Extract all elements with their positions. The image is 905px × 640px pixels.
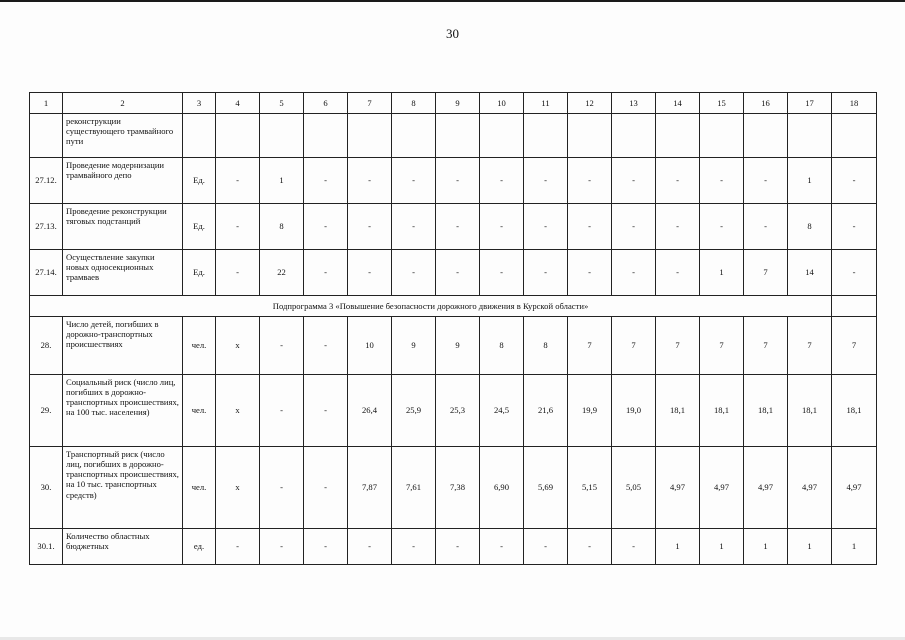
value-cell: 7 bbox=[744, 317, 788, 375]
value-cell: 22 bbox=[260, 250, 304, 296]
column-number-row bbox=[30, 93, 877, 114]
value-cell: - bbox=[260, 317, 304, 375]
value-cell: 4,97 bbox=[832, 447, 877, 529]
indicator-name: Количество областных бюджетных bbox=[63, 529, 183, 565]
value-cell: 19,0 bbox=[612, 375, 656, 447]
unit-cell: чел. bbox=[183, 375, 216, 447]
table-row bbox=[30, 250, 877, 296]
value-cell: - bbox=[216, 204, 260, 250]
value-cell: - bbox=[436, 204, 480, 250]
value-cell: 1 bbox=[788, 529, 832, 565]
value-cell: 18,1 bbox=[744, 375, 788, 447]
value-cell: 19,9 bbox=[568, 375, 612, 447]
value-cell: - bbox=[304, 158, 348, 204]
value-cell: - bbox=[480, 529, 524, 565]
value-cell: 4,97 bbox=[656, 447, 700, 529]
page-number: 30 bbox=[446, 26, 459, 41]
table-row bbox=[30, 317, 877, 375]
column-number: 8 bbox=[392, 93, 436, 114]
value-cell: 18,1 bbox=[656, 375, 700, 447]
value-cell: - bbox=[832, 250, 877, 296]
value-cell: 7 bbox=[744, 250, 788, 296]
unit-cell: Ед. bbox=[183, 204, 216, 250]
unit-cell: ед. bbox=[183, 529, 216, 565]
value-cell: 7 bbox=[612, 317, 656, 375]
value-cell: - bbox=[348, 529, 392, 565]
value-cell bbox=[656, 114, 700, 158]
indicator-name: Проведение реконструкции тяговых подстанций bbox=[63, 204, 183, 250]
indicator-name: Число детей, погибших в дорожно-транспортных происшествиях bbox=[63, 317, 183, 375]
value-cell: - bbox=[304, 250, 348, 296]
value-cell: - bbox=[612, 250, 656, 296]
unit-cell: чел. bbox=[183, 317, 216, 375]
value-cell: 18,1 bbox=[700, 375, 744, 447]
value-cell: 9 bbox=[392, 317, 436, 375]
value-cell: - bbox=[260, 529, 304, 565]
value-cell: - bbox=[260, 447, 304, 529]
value-cell bbox=[436, 114, 480, 158]
value-cell: х bbox=[216, 317, 260, 375]
value-cell bbox=[568, 114, 612, 158]
value-cell: 7,61 bbox=[392, 447, 436, 529]
column-number: 3 bbox=[183, 93, 216, 114]
value-cell: - bbox=[568, 250, 612, 296]
value-cell: 4,97 bbox=[744, 447, 788, 529]
value-cell bbox=[744, 114, 788, 158]
value-cell: - bbox=[260, 375, 304, 447]
row-number: 28. bbox=[30, 317, 63, 375]
indicator-name: Транспортный риск (число лиц, погибших в дорожно-транспортных происшествиях, на 10 тыс. транспортных средств) bbox=[63, 447, 183, 529]
value-cell: 25,9 bbox=[392, 375, 436, 447]
value-cell bbox=[524, 114, 568, 158]
value-cell: 1 bbox=[744, 529, 788, 565]
row-number: 27.14. bbox=[30, 250, 63, 296]
column-number: 5 bbox=[260, 93, 304, 114]
column-number: 15 bbox=[700, 93, 744, 114]
value-cell: - bbox=[348, 204, 392, 250]
value-cell bbox=[260, 114, 304, 158]
column-number: 12 bbox=[568, 93, 612, 114]
row-number bbox=[30, 114, 63, 158]
column-number: 6 bbox=[304, 93, 348, 114]
value-cell: - bbox=[524, 158, 568, 204]
value-cell: 1 bbox=[700, 250, 744, 296]
value-cell: - bbox=[832, 204, 877, 250]
column-number: 1 bbox=[30, 93, 63, 114]
value-cell bbox=[832, 114, 877, 158]
value-cell: - bbox=[524, 529, 568, 565]
value-cell: 4,97 bbox=[788, 447, 832, 529]
indicators-table bbox=[29, 92, 877, 565]
value-cell: 4,97 bbox=[700, 447, 744, 529]
value-cell: - bbox=[612, 529, 656, 565]
column-number: 4 bbox=[216, 93, 260, 114]
table-row bbox=[30, 158, 877, 204]
row-number: 27.12. bbox=[30, 158, 63, 204]
value-cell: 1 bbox=[832, 529, 877, 565]
column-number: 2 bbox=[63, 93, 183, 114]
value-cell: - bbox=[436, 158, 480, 204]
value-cell: 5,05 bbox=[612, 447, 656, 529]
value-cell: - bbox=[304, 317, 348, 375]
value-cell: 10 bbox=[348, 317, 392, 375]
value-cell: - bbox=[392, 250, 436, 296]
value-cell: 5,69 bbox=[524, 447, 568, 529]
indicator-name: реконструкции существующего трамвайного пути bbox=[63, 114, 183, 158]
indicator-name: Проведение модернизации трамвайного депо bbox=[63, 158, 183, 204]
value-cell: 7 bbox=[656, 317, 700, 375]
column-number: 11 bbox=[524, 93, 568, 114]
value-cell: 7 bbox=[832, 317, 877, 375]
value-cell: 8 bbox=[260, 204, 304, 250]
column-number: 18 bbox=[832, 93, 877, 114]
value-cell: 1 bbox=[260, 158, 304, 204]
unit-cell bbox=[183, 114, 216, 158]
unit-cell: Ед. bbox=[183, 158, 216, 204]
column-number: 10 bbox=[480, 93, 524, 114]
value-cell: 24,5 bbox=[480, 375, 524, 447]
value-cell: 1 bbox=[788, 158, 832, 204]
value-cell: - bbox=[744, 204, 788, 250]
value-cell: 6,90 bbox=[480, 447, 524, 529]
value-cell: - bbox=[568, 158, 612, 204]
value-cell: - bbox=[304, 529, 348, 565]
value-cell: 25,3 bbox=[436, 375, 480, 447]
value-cell bbox=[788, 114, 832, 158]
table-row bbox=[30, 529, 877, 565]
table-row bbox=[30, 114, 877, 158]
value-cell: - bbox=[304, 204, 348, 250]
column-number: 17 bbox=[788, 93, 832, 114]
value-cell: - bbox=[304, 375, 348, 447]
value-cell: 7 bbox=[700, 317, 744, 375]
value-cell: 21,6 bbox=[524, 375, 568, 447]
value-cell: х bbox=[216, 447, 260, 529]
value-cell: 18,1 bbox=[788, 375, 832, 447]
value-cell: 7,38 bbox=[436, 447, 480, 529]
empty-cell bbox=[832, 296, 877, 317]
value-cell: 7 bbox=[788, 317, 832, 375]
value-cell: - bbox=[392, 529, 436, 565]
value-cell: 9 bbox=[436, 317, 480, 375]
column-number: 7 bbox=[348, 93, 392, 114]
value-cell: - bbox=[480, 158, 524, 204]
row-number: 29. bbox=[30, 375, 63, 447]
value-cell: - bbox=[612, 158, 656, 204]
unit-cell: Ед. bbox=[183, 250, 216, 296]
column-number: 16 bbox=[744, 93, 788, 114]
value-cell bbox=[700, 114, 744, 158]
column-number: 13 bbox=[612, 93, 656, 114]
value-cell: 1 bbox=[700, 529, 744, 565]
value-cell bbox=[216, 114, 260, 158]
value-cell: - bbox=[392, 204, 436, 250]
value-cell: 7 bbox=[568, 317, 612, 375]
value-cell: 8 bbox=[524, 317, 568, 375]
value-cell: х bbox=[216, 375, 260, 447]
value-cell bbox=[612, 114, 656, 158]
value-cell: - bbox=[568, 529, 612, 565]
value-cell: 14 bbox=[788, 250, 832, 296]
value-cell: - bbox=[656, 204, 700, 250]
value-cell: - bbox=[392, 158, 436, 204]
row-number: 30. bbox=[30, 447, 63, 529]
value-cell: - bbox=[480, 250, 524, 296]
table-row bbox=[30, 447, 877, 529]
value-cell: - bbox=[524, 204, 568, 250]
value-cell bbox=[304, 114, 348, 158]
value-cell: 7,87 bbox=[348, 447, 392, 529]
value-cell: - bbox=[568, 204, 612, 250]
row-number: 30.1. bbox=[30, 529, 63, 565]
value-cell: - bbox=[436, 529, 480, 565]
value-cell bbox=[480, 114, 524, 158]
value-cell: - bbox=[216, 158, 260, 204]
indicator-name: Социальный риск (число лиц, погибших в дорожно-транспортных происшествиях, на 100 тыс. населения) bbox=[63, 375, 183, 447]
value-cell: - bbox=[612, 204, 656, 250]
value-cell: - bbox=[436, 250, 480, 296]
indicator-name: Осуществление закупки новых односекционных трамваев bbox=[63, 250, 183, 296]
unit-cell: чел. bbox=[183, 447, 216, 529]
value-cell: - bbox=[304, 447, 348, 529]
value-cell: - bbox=[216, 250, 260, 296]
value-cell: - bbox=[524, 250, 568, 296]
subprogram-title: Подпрограмма 3 «Повышение безопасности дорожного движения в Курской области» bbox=[30, 296, 832, 317]
value-cell: 8 bbox=[788, 204, 832, 250]
table-row bbox=[30, 375, 877, 447]
value-cell: - bbox=[744, 158, 788, 204]
subprogram-row bbox=[30, 296, 877, 317]
value-cell: - bbox=[832, 158, 877, 204]
column-number: 9 bbox=[436, 93, 480, 114]
value-cell bbox=[392, 114, 436, 158]
value-cell: - bbox=[656, 158, 700, 204]
value-cell bbox=[348, 114, 392, 158]
value-cell: - bbox=[700, 204, 744, 250]
row-number: 27.13. bbox=[30, 204, 63, 250]
value-cell: 5,15 bbox=[568, 447, 612, 529]
value-cell: - bbox=[348, 250, 392, 296]
value-cell: - bbox=[480, 204, 524, 250]
value-cell: - bbox=[656, 250, 700, 296]
value-cell: 18,1 bbox=[832, 375, 877, 447]
table-row bbox=[30, 204, 877, 250]
value-cell: - bbox=[348, 158, 392, 204]
value-cell: - bbox=[216, 529, 260, 565]
value-cell: - bbox=[700, 158, 744, 204]
page-top-border bbox=[0, 0, 905, 2]
value-cell: 1 bbox=[656, 529, 700, 565]
value-cell: 8 bbox=[480, 317, 524, 375]
column-number: 14 bbox=[656, 93, 700, 114]
value-cell: 26,4 bbox=[348, 375, 392, 447]
